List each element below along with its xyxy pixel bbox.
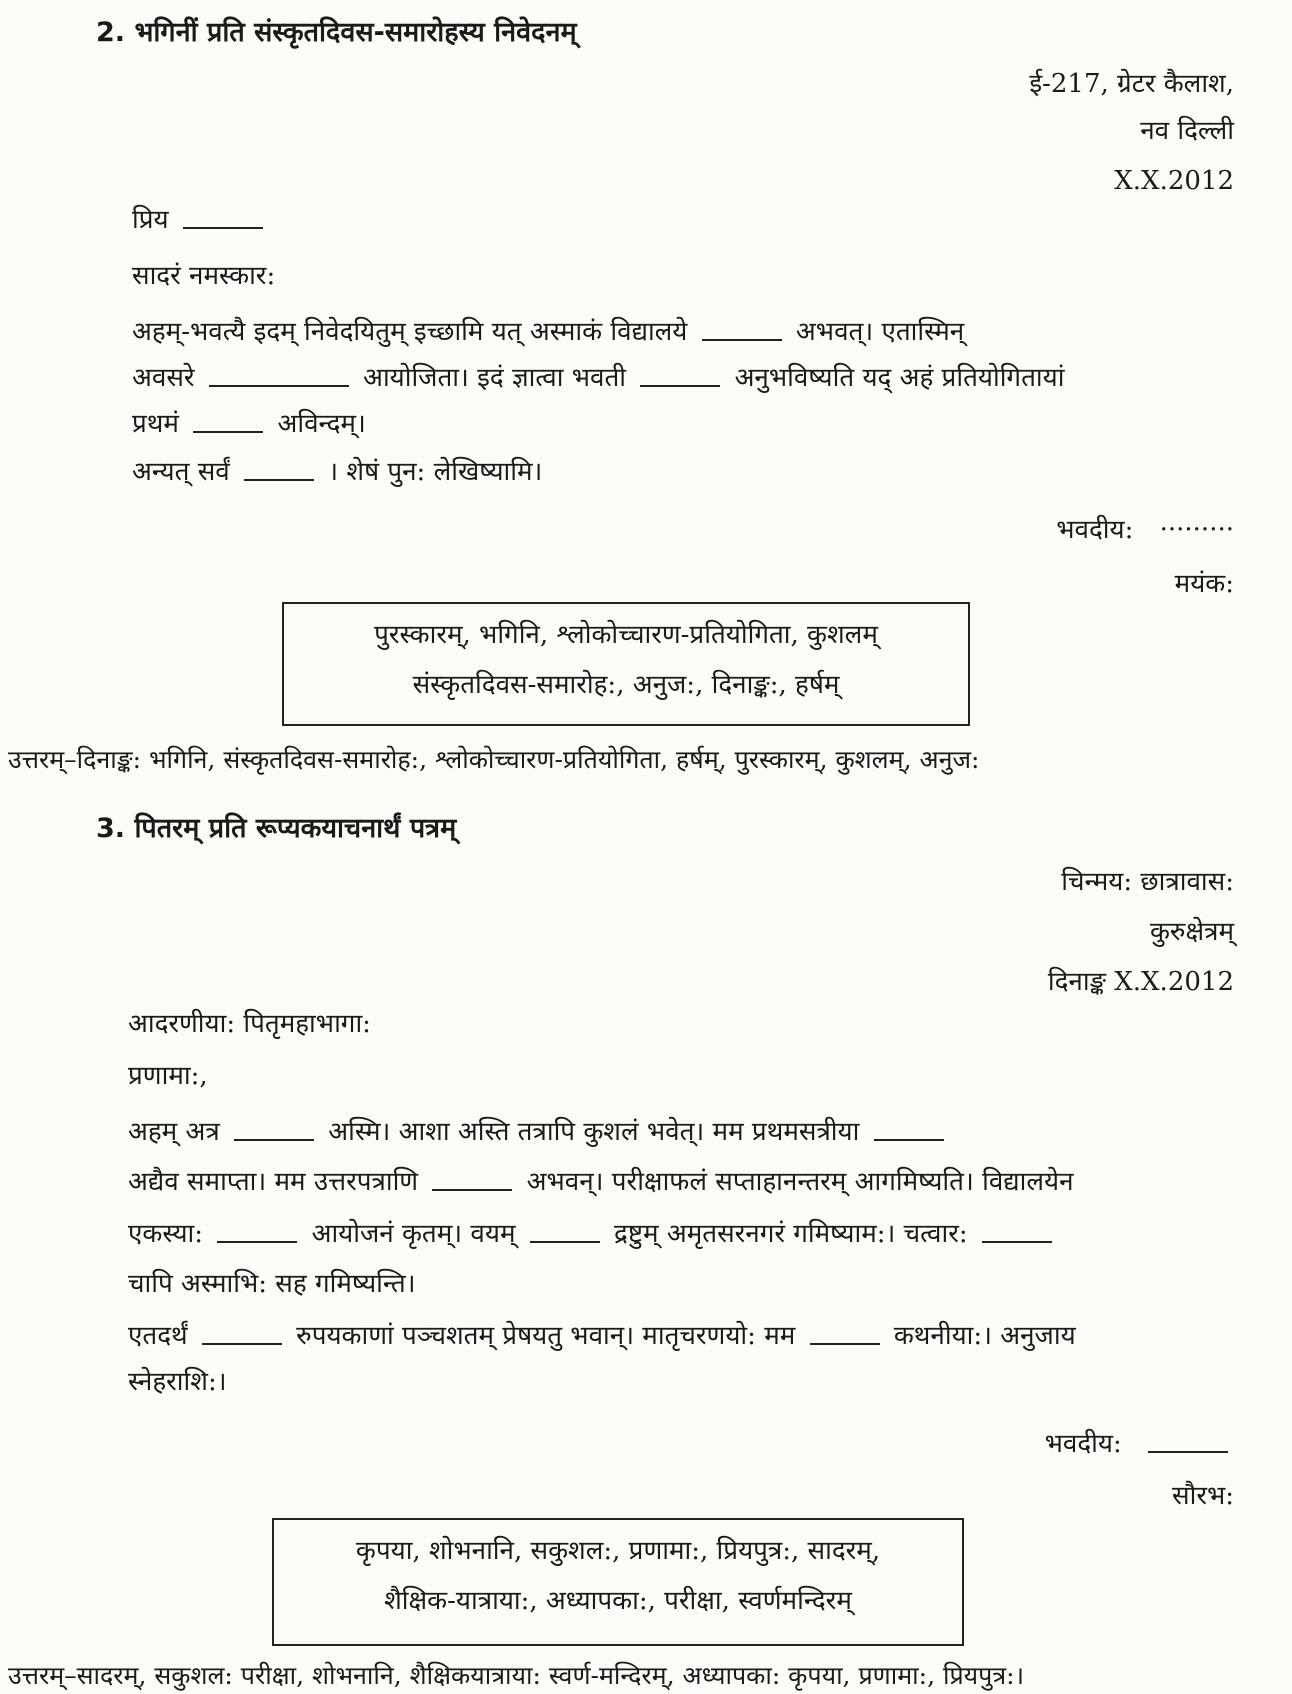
text-segment: अद्यैव समाप्ता। मम उत्तरपत्राणि [128,1167,419,1197]
letter2-date: X.X.2012 [1114,166,1234,196]
letter2-word-box [282,602,970,726]
letter2-body-line4 [132,458,542,488]
letter2-body-line2 [132,364,1064,394]
word-box-line: संस्कृतदिवस-समारोह:, अनुज:, दिनाङ्क:, हर्षम् [412,670,840,700]
fill-blank [193,417,263,433]
letter2-closing [1056,516,1234,546]
text-segment: अवसरे [132,363,195,393]
letter3-word-box [272,1518,964,1646]
word-box-line: पुरस्कारम्, भगिनि, श्लोकोच्चारण-प्रतियोगिता, कुशलम् [374,620,878,650]
text-segment: अन्यत् सर्वं [132,457,230,487]
text-segment: एतदर्थं [128,1321,188,1351]
fill-blank [244,465,314,481]
word-box-line: शैक्षिक-यात्राया:, अध्यापका:, परीक्षा, स्वर्णमन्दिरम् [384,1586,852,1616]
letter3-body-line1 [128,1118,950,1148]
text-segment: अभवन्। परीक्षाफलं सप्ताहानन्तरम् आगमिष्यति। विद्यालयेन [526,1167,1074,1197]
fill-blank [640,371,720,387]
fill-blank [202,1329,282,1345]
letter3-body-line5 [128,1322,1076,1352]
text-segment: कथनीया:। अनुजाय [893,1321,1076,1351]
letter2-salutation [132,206,269,236]
fill-blank [1148,1437,1228,1453]
letter3-body-line3 [128,1220,1058,1250]
text-segment: आयोजिता। इदं ज्ञात्वा भवती [363,363,627,393]
fill-blank [209,371,349,387]
fill-blank [183,213,263,229]
letter3-address-line1: चिन्मय: छात्रावास: [1061,867,1234,897]
text-segment: द्रष्टुम् अमृतसरनगरं गमिष्याम:। चत्वार: [614,1219,968,1249]
letter3-body-line4: चापि अस्माभि: सह गमिष्यन्ति। [128,1269,416,1299]
salutation-text: प्रिय [132,205,169,235]
letter3-closing [1045,1430,1234,1460]
fill-blank [810,1329,880,1345]
letter3-address-line2: कुरुक्षेत्रम् [1149,917,1234,947]
fill-blank [217,1227,297,1243]
text-segment: प्रथमं [132,409,179,439]
text-segment: आयोजनं कृतम्। वयम् [311,1219,516,1249]
closing-dots: ········· [1159,515,1234,545]
text-segment: अस्मि। आशा अस्ति तत्रापि कुशलं भवेत्। मम प्रथमसत्रीया [328,1117,860,1147]
letter3-body-line6: स्नेहराशि:। [128,1367,227,1397]
letter3-greeting: प्रणामा:, [128,1061,208,1091]
text-segment: अनुभविष्यति यद् अहं प्रतियोगितायां [734,363,1065,393]
letter2-answer: उत्तरम्–दिनाङ्क: भगिनि, संस्कृतदिवस-समारोह:, श्लोकोच्चारण-प्रतियोगिता, हर्षम्, पुरस्कारम्, कुशलम्, अनुज: [8,745,980,774]
letter3-date: दिनाङ्क X.X.2012 [1047,967,1234,997]
letter2-body-line3 [132,410,366,440]
letter2-sender: मयंक: [1174,569,1234,599]
text-segment: अहम्-भवत्यै इदम् निवेदयितुम् इच्छामि यत् अस्माकं विद्यालये [132,317,688,347]
fill-blank [432,1175,512,1191]
fill-blank [982,1227,1052,1243]
word-box-line: कृपया, शोभनानि, सकुशल:, प्रणामा:, प्रियपुत्र:, सादरम्, [355,1536,881,1566]
closing-text: भवदीय: [1056,515,1134,545]
text-segment: रुपयकाणां पञ्चशतम् प्रेषयतु भवान्। मातृचरणयो: मम [296,1321,796,1351]
text-segment: अहम् अत्र [128,1117,220,1147]
fill-blank [874,1125,944,1141]
letter3-answer: उत्तरम्–सादरम्, सकुशल: परीक्षा, शोभनानि, शैक्षिकयात्राया: स्वर्ण-मन्दिरम्, अध्यापका: कृपया, प्रणामा:, प्रियपुत्र:। [8,1661,1025,1690]
letter3-body-line2 [128,1168,1074,1198]
text-segment: अविन्दम्। [277,409,366,439]
letter3-salutation: आदरणीया: पितृमहाभागा: [128,1009,371,1039]
fill-blank [530,1227,600,1243]
letter2-greeting: सादरं नमस्कार: [132,261,276,291]
letter3-heading: 3. पितरम् प्रति रूप्यकयाचनार्थं पत्रम् [96,813,457,844]
text-segment: । शेषं पुन: लेखिष्यामि। [328,457,543,487]
fill-blank [234,1125,314,1141]
text-segment: अभवत्। एतास्मिन् [795,317,965,347]
fill-blank [702,325,782,341]
letter2-address-line1: ई-217, ग्रेटर कैलाश, [1029,69,1234,99]
letter3-sender: सौरभ: [1172,1481,1234,1511]
letter2-body-line1 [132,318,964,348]
text-segment: एकस्या: [128,1219,204,1249]
letter2-heading: 2. भगिनीं प्रति संस्कृतदिवस-समारोहस्य निवेदनम् [96,17,577,48]
closing-text: भवदीय: [1044,1429,1122,1459]
letter2-address-line2: नव दिल्ली [1140,116,1234,146]
